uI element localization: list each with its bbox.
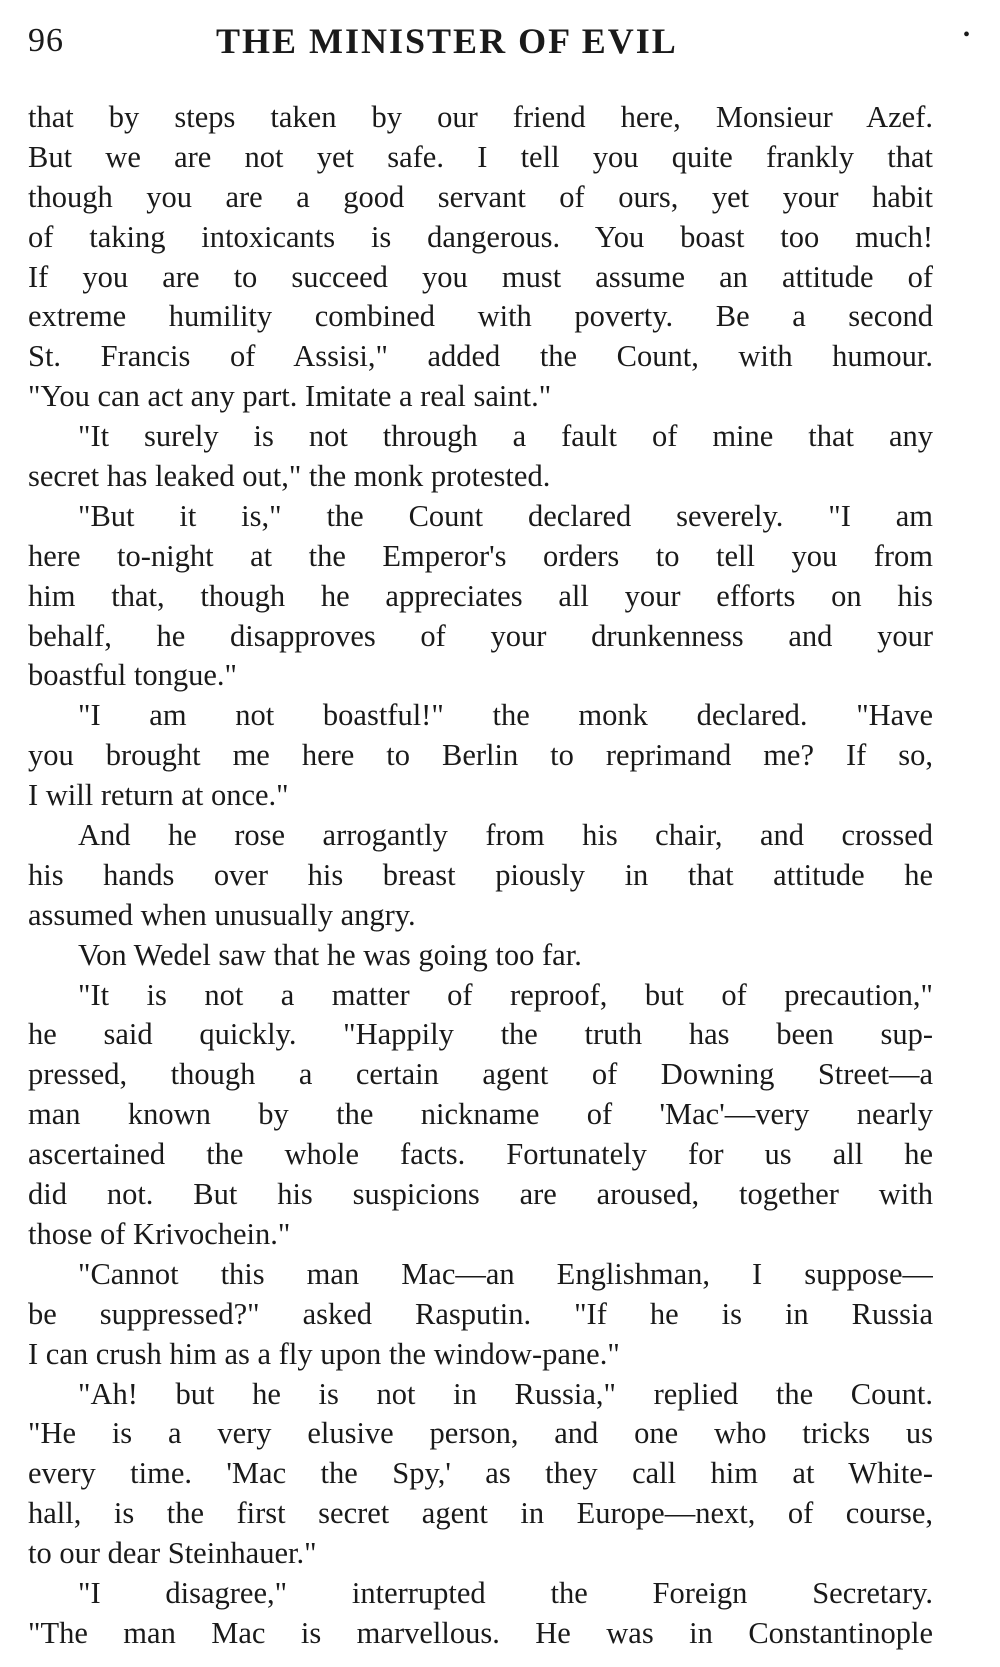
text-line: that by steps taken by our friend here, Monsieur Azef. — [28, 100, 933, 134]
text-line: extreme humility combined with poverty. Be a second — [28, 299, 933, 334]
text-line: man known by the nickname of 'Mac'—very nearly — [28, 1097, 933, 1132]
text-line: "Cannot this man Mac—an Englishman, I suppose— — [78, 1256, 933, 1291]
text-line: Von Wedel saw that he was going too far. — [78, 937, 582, 972]
text-line: boastful tongue." — [28, 658, 237, 693]
text-line: pressed, though a certain agent of Downing Street—a — [28, 1057, 933, 1092]
text-line: his hands over his breast piously in that attitude he — [28, 857, 933, 892]
text-line: him that, though he appreciates all your efforts on his — [28, 578, 933, 613]
text-line: "It surely is not through a fault of mine that any — [78, 419, 933, 454]
text-line: ascertained the whole facts. Fortunately for us all he — [28, 1137, 933, 1172]
text-line: But we are not yet safe. I tell you quite frankly that — [28, 139, 933, 174]
text-line: "But it is," the Count declared severely. "I am — [78, 498, 933, 533]
text-line: "It is not a matter of reproof, but of precaution," — [78, 977, 933, 1012]
text-line: did not. But his suspicions are aroused, together with — [28, 1177, 933, 1212]
text-line: "I am not boastful!" the monk declared. "Have — [78, 698, 933, 733]
text-line: "He is a very elusive person, and one who tricks us — [28, 1416, 933, 1451]
text-line: St. Francis of Assisi," added the Count, with humour. — [28, 339, 933, 374]
text-line: behalf, he disapproves of your drunkenness and your — [28, 618, 933, 653]
text-line: though you are a good servant of ours, yet your habit — [28, 179, 933, 214]
text-line: "The man Mac is marvellous. He was in Constantinople — [28, 1615, 933, 1650]
text-line: assumed when unusually angry. — [28, 897, 416, 932]
text-line: every time. 'Mac the Spy,' as they call him at White- — [28, 1456, 933, 1491]
text-line: "I disagree," interrupted the Foreign Secretary. — [78, 1575, 933, 1610]
page-header — [28, 14, 1000, 64]
body-text — [28, 98, 933, 1654]
text-line: I will return at once." — [28, 778, 289, 813]
page-number: 96 — [28, 22, 64, 59]
text-line: hall, is the first secret agent in Europe—next, of course, — [28, 1496, 933, 1531]
text-line: to our dear Steinhauer." — [28, 1536, 317, 1571]
text-line: of taking intoxicants is dangerous. You boast too much! — [28, 219, 933, 254]
header-mark: • — [963, 24, 971, 46]
text-line: secret has leaked out," the monk protested. — [28, 459, 551, 494]
text-line: "Ah! but he is not in Russia," replied the Count. — [78, 1376, 933, 1411]
text-line: I can crush him as a fly upon the window-pane." — [28, 1336, 620, 1371]
text-line: you brought me here to Berlin to reprimand me? If so, — [28, 738, 933, 773]
running-title: THE MINISTER OF EVIL — [216, 21, 678, 61]
text-line: If you are to succeed you must assume an attitude of — [28, 259, 933, 294]
text-line: those of Krivochein." — [28, 1216, 291, 1251]
text-line: here to-night at the Emperor's orders to tell you from — [28, 538, 933, 573]
text-line: he said quickly. "Happily the truth has been sup- — [28, 1017, 933, 1052]
text-line: And he rose arrogantly from his chair, and crossed — [78, 818, 933, 853]
text-line: "You can act any part. Imitate a real saint." — [28, 379, 552, 414]
text-line: be suppressed?" asked Rasputin. "If he is in Russia — [28, 1296, 933, 1331]
